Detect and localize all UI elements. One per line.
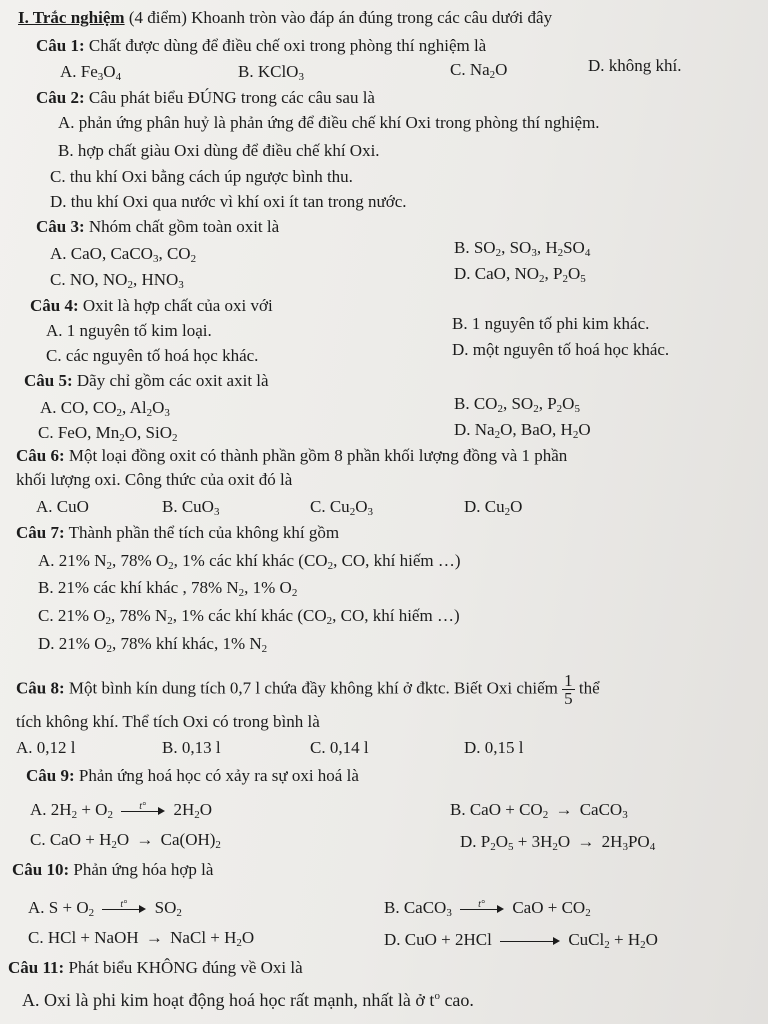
q5-option-b[interactable]: B. $CO_2$, $SO_2$, $P_2O_5$ bbox=[454, 394, 580, 415]
question-1 bbox=[36, 36, 486, 56]
q1-option-a[interactable]: A. $Fe_3O_4$ bbox=[60, 62, 122, 83]
q10-option-a[interactable]: A. $S + O_2$ t° $SO_2$ bbox=[28, 898, 182, 918]
q1-option-b[interactable]: B. KClO$_3$ bbox=[238, 62, 304, 83]
q9-label: Câu 9: bbox=[26, 766, 75, 785]
q10-option-d[interactable]: D. CuO + 2HCl CuCl$_2$ + $H_2O$ bbox=[384, 930, 658, 951]
q5-option-a[interactable]: A. CO, $CO_2$, $Al_2O_3$ bbox=[40, 398, 170, 419]
q8-text-line2: tích không khí. Thể tích Oxi có trong bình là bbox=[16, 712, 320, 731]
q11-text: Phát biểu KHÔNG đúng về Oxi là bbox=[64, 958, 303, 977]
q6-text-line2: khối lượng oxi. Công thức của oxit đó là bbox=[16, 470, 293, 489]
q7-option-a[interactable]: A. 21% $N_2$, 78% $O_2$, 1% các khí khác ($CO_2$, CO, khí hiếm …) bbox=[38, 551, 461, 572]
arrow-icon: → bbox=[555, 800, 573, 819]
q10-text: Phản ứng hóa hợp là bbox=[69, 860, 214, 879]
q7-option-d[interactable]: D. 21% $O_2$, 78% khí khác, 1% $N_2$ bbox=[38, 634, 268, 655]
q10-option-c[interactable]: C. HCl + NaOH → NaCl + $H_2O$ bbox=[28, 928, 255, 949]
arrow-icon: → bbox=[145, 928, 163, 947]
q9-option-c[interactable]: C. CaO + $H_2O \to Ca(OH)_2$ bbox=[30, 830, 221, 851]
q2-option-c[interactable]: C. thu khí Oxi bằng cách úp ngược bình thu. bbox=[50, 167, 353, 186]
q4-text: Oxit là hợp chất của oxi với bbox=[78, 296, 273, 315]
q6-option-a[interactable]: A. CuO bbox=[36, 497, 89, 516]
q4-option-b[interactable]: B. 1 nguyên tố phi kim khác. bbox=[452, 314, 650, 333]
fraction-denominator: 5 bbox=[564, 689, 573, 708]
q10-option-b[interactable]: B. CaCO$_3$ t° CaO + $CO_2$ bbox=[384, 898, 591, 918]
q5-text: Dãy chỉ gồm các oxit axit là bbox=[72, 371, 269, 390]
q9-option-b[interactable]: B. CaO + $CO_2$ → CaCO$_3$ bbox=[450, 800, 628, 821]
q5-label: Câu 5: bbox=[24, 371, 73, 390]
q2-option-b[interactable]: B. hợp chất giàu Oxi dùng để điều chế khí Oxi. bbox=[58, 141, 380, 160]
q4-option-d[interactable]: D. một nguyên tố hoá học khác. bbox=[452, 340, 670, 359]
question-6 bbox=[16, 446, 567, 466]
q1-text: Chất được dùng để điều chế oxi trong phòng thí nghiệm là bbox=[84, 36, 487, 55]
q2-label: Câu 2: bbox=[36, 88, 85, 107]
q1-option-c[interactable]: C. $Na_2O$ bbox=[450, 60, 508, 81]
question-5 bbox=[24, 371, 269, 391]
q3-option-b[interactable]: B. $SO_2$, $SO_3$, $H_2SO_4$ bbox=[454, 238, 591, 259]
q4-option-a[interactable]: A. 1 nguyên tố kim loại. bbox=[46, 321, 212, 340]
heat-label: t° bbox=[139, 801, 146, 813]
q7-label: Câu 7: bbox=[16, 523, 65, 542]
q9-option-a[interactable]: A. $2H_2 + O_2$ t° $2H_2O$ bbox=[30, 800, 212, 820]
q8-option-b[interactable]: B. 0,13 l bbox=[162, 738, 221, 757]
q4-label: Câu 4: bbox=[30, 296, 79, 315]
q9-text: Phản ứng hoá học có xảy ra sự oxi hoá là bbox=[74, 766, 359, 785]
section-label: I. Trắc nghiệm bbox=[18, 8, 125, 27]
q8-option-d[interactable]: D. 0,15 l bbox=[464, 738, 524, 757]
q11-option-a-end: cao. bbox=[439, 990, 474, 1010]
q8-option-c[interactable]: C. 0,14 l bbox=[310, 738, 369, 757]
q3-label: Câu 3: bbox=[36, 217, 85, 236]
q11-option-a[interactable] bbox=[22, 990, 474, 1010]
question-8 bbox=[16, 672, 600, 707]
question-11 bbox=[8, 958, 303, 978]
q5-option-c[interactable]: C. FeO, $Mn_2O$, SiO$_2$ bbox=[38, 423, 178, 444]
q8-text: Một bình kín dung tích 0,7 l chứa đầy không khí ở đktc. Biết Oxi chiếm bbox=[64, 678, 558, 698]
q1-label: Câu 1: bbox=[36, 36, 85, 55]
q6-label: Câu 6: bbox=[16, 446, 65, 465]
q1-option-d[interactable]: D. không khí. bbox=[588, 56, 682, 75]
fraction-one-fifth bbox=[562, 672, 575, 707]
q10-label: Câu 10: bbox=[12, 860, 70, 879]
question-9 bbox=[26, 766, 359, 786]
q3-option-a[interactable]: A. CaO, CaCO$_3$, $CO_2$ bbox=[50, 244, 197, 265]
q6-option-b[interactable]: B. CuO$_3$ bbox=[162, 497, 220, 518]
q8-text-end: thể bbox=[574, 678, 600, 698]
heat-arrow-icon bbox=[102, 899, 146, 915]
q11-degree: o bbox=[434, 990, 440, 1002]
q3-option-c[interactable]: C. NO, $NO_2$, $HNO_3$ bbox=[50, 270, 184, 291]
heat-arrow-icon bbox=[460, 899, 504, 915]
question-4 bbox=[30, 296, 273, 316]
q3-option-d[interactable]: D. CaO, $NO_2$, $P_2O_5$ bbox=[454, 264, 586, 285]
q6-text: Một loại đồng oxit có thành phần gồm 8 phần khối lượng đồng và 1 phần bbox=[64, 446, 568, 465]
q11-option-a-text: A. Oxi là phi kim hoạt động hoá học rất mạnh, nhất là ở t bbox=[22, 990, 435, 1010]
q6-option-d[interactable]: D. $Cu_2O$ bbox=[464, 497, 523, 518]
question-10 bbox=[12, 860, 213, 880]
q5-option-d[interactable]: D. $Na_2O$, BaO, $H_2O$ bbox=[454, 420, 591, 441]
arrow-icon: → bbox=[136, 830, 154, 849]
section-instructions: (4 điểm) Khoanh tròn vào đáp án đúng trong các câu dưới đây bbox=[124, 8, 553, 27]
q2-option-a[interactable]: A. phản ứng phân huỷ là phản ứng để điều chế khí Oxi trong phòng thí nghiệm. bbox=[58, 113, 600, 132]
q9-option-d[interactable]: D. $P_2O_5 + 3H_2O \to 2H_3PO_4$ bbox=[460, 832, 656, 853]
arrow-icon: → bbox=[577, 832, 595, 851]
heat-label: t° bbox=[478, 899, 485, 911]
section-heading bbox=[18, 8, 552, 28]
question-2 bbox=[36, 88, 375, 108]
q2-option-d[interactable]: D. thu khí Oxi qua nước vì khí oxi ít tan trong nước. bbox=[50, 192, 407, 211]
q11-label: Câu 11: bbox=[8, 958, 65, 977]
q2-text: Câu phát biểu ĐÚNG trong các câu sau là bbox=[84, 88, 375, 107]
q7-option-c[interactable]: C. 21% $O_2$, 78% $N_2$, 1% các khí khác ($CO_2$, CO, khí hiếm …) bbox=[38, 606, 460, 627]
q7-option-b[interactable]: B. 21% các khí khác , 78% $N_2$, 1% $O_2$ bbox=[38, 578, 298, 599]
question-7 bbox=[16, 523, 339, 543]
q7-text: Thành phần thể tích của không khí gồm bbox=[64, 523, 340, 542]
q4-option-c[interactable]: C. các nguyên tố hoá học khác. bbox=[46, 346, 259, 365]
heat-label: t° bbox=[120, 899, 128, 911]
q8-option-a[interactable]: A. 0,12 l bbox=[16, 738, 76, 757]
arrow-icon bbox=[500, 935, 560, 947]
fraction-numerator: 1 bbox=[564, 671, 573, 690]
heat-arrow-icon bbox=[121, 801, 165, 817]
q6-option-c[interactable]: C. $Cu_2O_3$ bbox=[310, 497, 373, 518]
q8-label: Câu 8: bbox=[16, 678, 65, 698]
q3-text: Nhóm chất gồm toàn oxit là bbox=[84, 217, 280, 236]
question-3 bbox=[36, 217, 279, 237]
